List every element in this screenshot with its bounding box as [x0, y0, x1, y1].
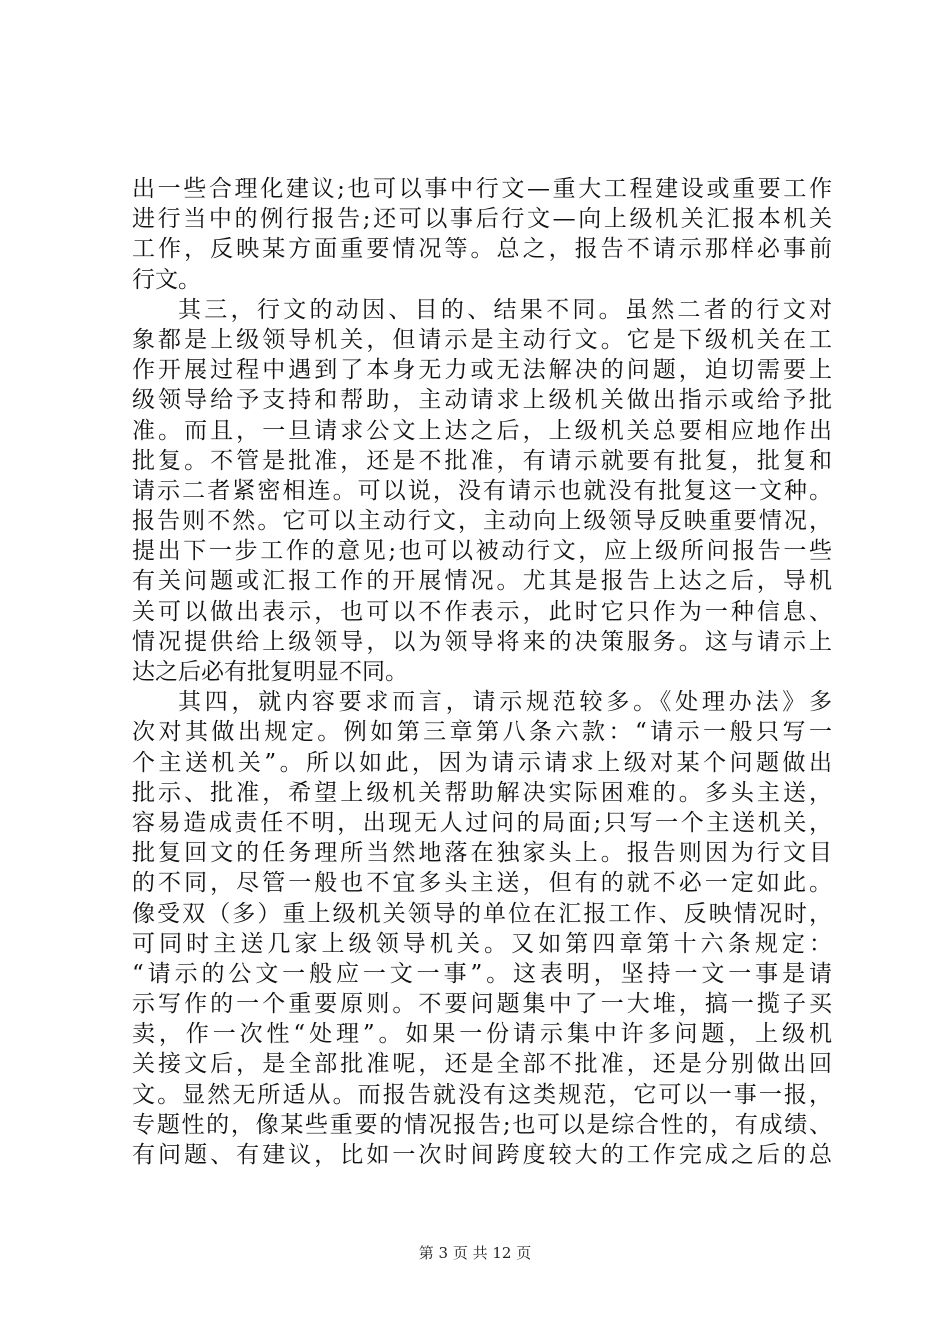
- text-line: 专题性的，像某些重要的情况报告;也可以是综合性的，有成绩、: [132, 1111, 832, 1138]
- text-line: 的不同，尽管一般也不宜多头主送，但有的就不必一定如此。: [132, 870, 832, 897]
- text-line: 批复。不管是批准，还是不批准，有请示就要有批复，批复和: [132, 447, 832, 474]
- text-line: 行文。: [132, 266, 201, 293]
- text-line: 作开展过程中遇到了本身无力或无法解决的问题，迫切需要上: [132, 357, 832, 384]
- paragraph-start-line: 其三，行文的动因、目的、结果不同。虽然二者的行文对: [178, 296, 832, 323]
- text-line: 准。而且，一旦请求公文上达之后，上级机关总要相应地作出: [132, 417, 832, 444]
- document-body: [132, 174, 832, 1170]
- paragraph-start-line: 其四，就内容要求而言，请示规范较多。《处理办法》多: [178, 689, 832, 716]
- text-line: 有问题、有建议，比如一次时间跨度较大的工作完成之后的总: [132, 1142, 832, 1168]
- text-line: 批复回文的任务理所当然地落在独家头上。报告则因为行文目: [132, 840, 832, 867]
- page-number-footer: 第 3 页 共 12 页: [418, 1244, 532, 1262]
- text-line: 进行当中的例行报告;还可以事后行文—向上级机关汇报本机关: [132, 206, 832, 233]
- text-line: 次对其做出规定。例如第三章第八条六款：“请示一般只写一: [132, 719, 832, 746]
- text-line: 关可以做出表示，也可以不作表示，此时它只作为一种信息、: [132, 598, 832, 625]
- text-line: 像受双（多）重上级机关领导的单位在汇报工作、反映情况时，: [132, 900, 832, 927]
- text-line: 关接文后，是全部批准呢，还是全部不批准，还是分别做出回: [132, 1051, 832, 1078]
- text-line: 文。显然无所适从。而报告就没有这类规范，它可以一事一报，: [132, 1081, 832, 1108]
- text-line: 级领导给予支持和帮助，主动请求上级机关做出指示或给予批: [132, 387, 832, 414]
- text-line: 示写作的一个重要原则。不要问题集中了一大堆，搞一揽子买: [132, 991, 832, 1018]
- text-line: 卖，作一次性“处理”。如果一份请示集中许多问题，上级机: [132, 1021, 832, 1048]
- text-line: 情况提供给上级领导，以为领导将来的决策服务。这与请示上: [132, 628, 832, 655]
- text-line: 达之后必有批复明显不同。: [132, 659, 408, 685]
- text-line: 象都是上级领导机关，但请示是主动行文。它是下级机关在工: [132, 326, 832, 353]
- text-line: 个主送机关”。所以如此，因为请示请求上级对某个问题做出: [132, 749, 832, 776]
- text-line: 出一些合理化建议;也可以事中行文—重大工程建设或重要工作: [132, 176, 832, 202]
- text-line: 报告则不然。它可以主动行文，主动向上级领导反映重要情况，: [132, 508, 832, 535]
- text-line: 批示、批准，希望上级机关帮助解决实际困难的。多头主送，: [132, 779, 832, 806]
- text-line: 提出下一步工作的意见;也可以被动行文，应上级所问报告一些: [132, 538, 832, 565]
- text-line: “请示的公文一般应一文一事”。这表明，坚持一文一事是请: [132, 960, 832, 987]
- text-line: 有关问题或汇报工作的开展情况。尤其是报告上达之后，导机: [132, 568, 832, 595]
- text-line: 容易造成责任不明，出现无人过问的局面;只写一个主送机关，: [132, 809, 832, 836]
- text-line: 可同时主送几家上级领导机关。又如第四章第十六条规定：: [132, 930, 832, 957]
- text-line: 请示二者紧密相连。可以说，没有请示也就没有批复这一文种。: [132, 477, 832, 504]
- text-line: 工作，反映某方面重要情况等。总之，报告不请示那样必事前: [132, 236, 832, 263]
